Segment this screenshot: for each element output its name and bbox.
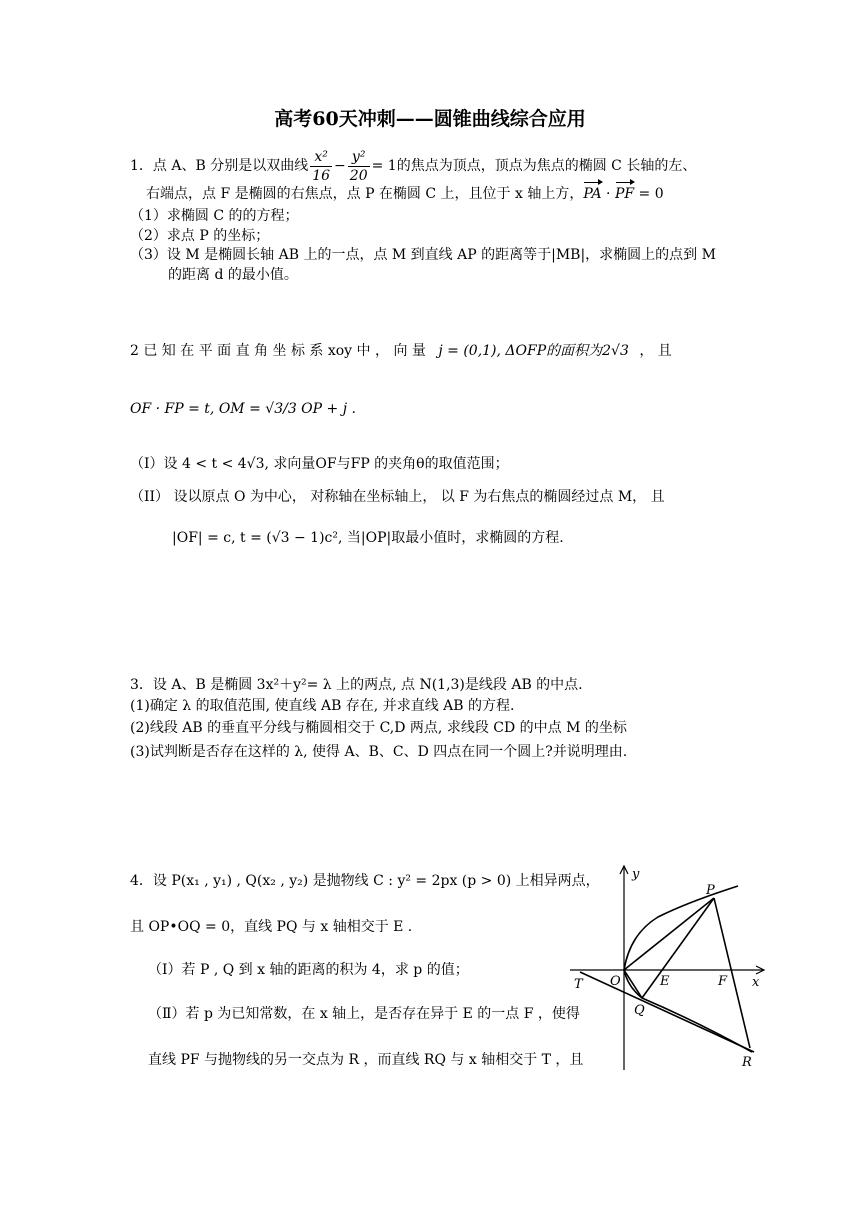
label-y: y	[632, 867, 640, 882]
p2-question-I: （I）设 4 < t < 4√3, 求向量OF与FP 的夹角θ的取值范围；	[130, 456, 509, 472]
p3-line1: 3．设 A、B 是椭圆 3x²＋y²= λ 上的两点, 点 N(1,3)是线段 AB 的中点.	[130, 677, 583, 693]
p1-line1-text-a: 1．点 A、B 分别是以双曲线	[130, 158, 309, 174]
p2-line1-math: j = (0,1), ΔOFP的面积为2√3	[438, 343, 629, 359]
p2-line2: OF · FP = t, OM = √3/3 OP + j .	[130, 401, 356, 417]
p4-line1: 4．设 P(x₁ , y₁) , Q(x₂ , y₂) 是抛物线 C : y² = 2px (p > 0) 上相异两点，	[130, 873, 600, 889]
p3-question-3: (3)试判断是否存在这样的 λ, 使得 A、B、C、D 四点在同一个圆上?并说明理由.	[130, 744, 628, 760]
label-x: x	[752, 975, 760, 990]
parabola-figure	[568, 862, 768, 1077]
page-title: 高考60天冲刺——圆锥曲线综合应用	[274, 108, 586, 130]
p2-line1	[130, 342, 672, 360]
p1-frac2-num: y²	[348, 148, 370, 167]
label-r: R	[742, 1055, 752, 1070]
label-p: P	[706, 883, 715, 898]
p1-question-1: （1）求椭圆 C 的的方程；	[130, 208, 299, 224]
parabola-diagram	[568, 862, 768, 1077]
p1-eq-zero: = 0	[634, 186, 664, 202]
p1-frac2-den: 20	[349, 167, 368, 184]
p1-question-3b: 的距离 d 的最小值。	[168, 267, 298, 283]
p1-fraction-y	[348, 148, 370, 185]
label-f: F	[718, 974, 728, 989]
p1-minus: −	[334, 158, 346, 174]
vector-pa: PA	[583, 186, 602, 202]
label-o: O	[610, 974, 621, 989]
p2-line1-text: 2 已 知 在 平 面 直 角 坐 标 系 xoy 中 ， 向 量	[130, 343, 426, 359]
p1-question-3a: （3）设 M 是椭圆长轴 AB 上的一点，点 M 到直线 AP 的距离等于|MB|，求椭圆上的点到 M	[130, 247, 716, 263]
p4-question-I: （Ⅰ）若 P , Q 到 x 轴的距离的积为 4，求 p 的值；	[148, 962, 469, 978]
p3-question-2: (2)线段 AB 的垂直平分线与椭圆相交于 C,D 两点, 求线段 CD 的中点 M 的坐标	[130, 720, 627, 736]
vector-pf: PF	[614, 186, 635, 202]
p2-question-II-b: |OF| = c, t = (√3 − 1)c², 当|OP|取最小值时，求椭圆的方程.	[172, 530, 564, 546]
label-e: E	[660, 974, 670, 989]
p1-question-2: （2）求点 P 的坐标；	[130, 228, 270, 244]
p1-equals: = 1	[371, 158, 397, 174]
p1-line2-text: 右端点，点 F 是椭圆的右焦点，点 P 在椭圆 C 上，且位于 x 轴上方，	[146, 186, 584, 202]
p2-question-II-a: （II） 设以原点 O 为中心， 对称轴在坐标轴上， 以 F 为右焦点的椭圆经过点 M， 且	[130, 489, 665, 505]
p4-line2: 且 OP•OQ = 0，直线 PQ 与 x 轴相交于 E .	[130, 919, 413, 935]
p1-frac1-den: 16	[312, 167, 331, 184]
parabola-curve	[624, 886, 752, 1052]
p1-dot: ·	[601, 186, 615, 202]
p1-fraction-x	[310, 148, 332, 185]
p3-question-1: (1)确定 λ 的取值范围, 使直线 AB 存在, 并求直线 AB 的方程.	[130, 698, 515, 714]
p2-line1-end: ， 且	[639, 343, 672, 359]
p1-frac1-num: x²	[310, 148, 332, 167]
label-q: Q	[634, 1003, 645, 1018]
line-pr	[714, 898, 750, 1048]
line-pq	[642, 898, 714, 998]
p4-question-II: （Ⅱ）若 p 为已知常数，在 x 轴上，是否存在异于 E 的一点 F ，使得	[148, 1006, 580, 1022]
p4-line-last: 直线 PF 与抛物线的另一交点为 R ，而直线 RQ 与 x 轴相交于 T ，且	[148, 1052, 584, 1068]
p1-line1-text-b: 的焦点为顶点，顶点为焦点的椭圆 C 长轴的左、	[396, 158, 697, 174]
p1-line2	[146, 185, 664, 203]
label-t: T	[574, 977, 583, 992]
